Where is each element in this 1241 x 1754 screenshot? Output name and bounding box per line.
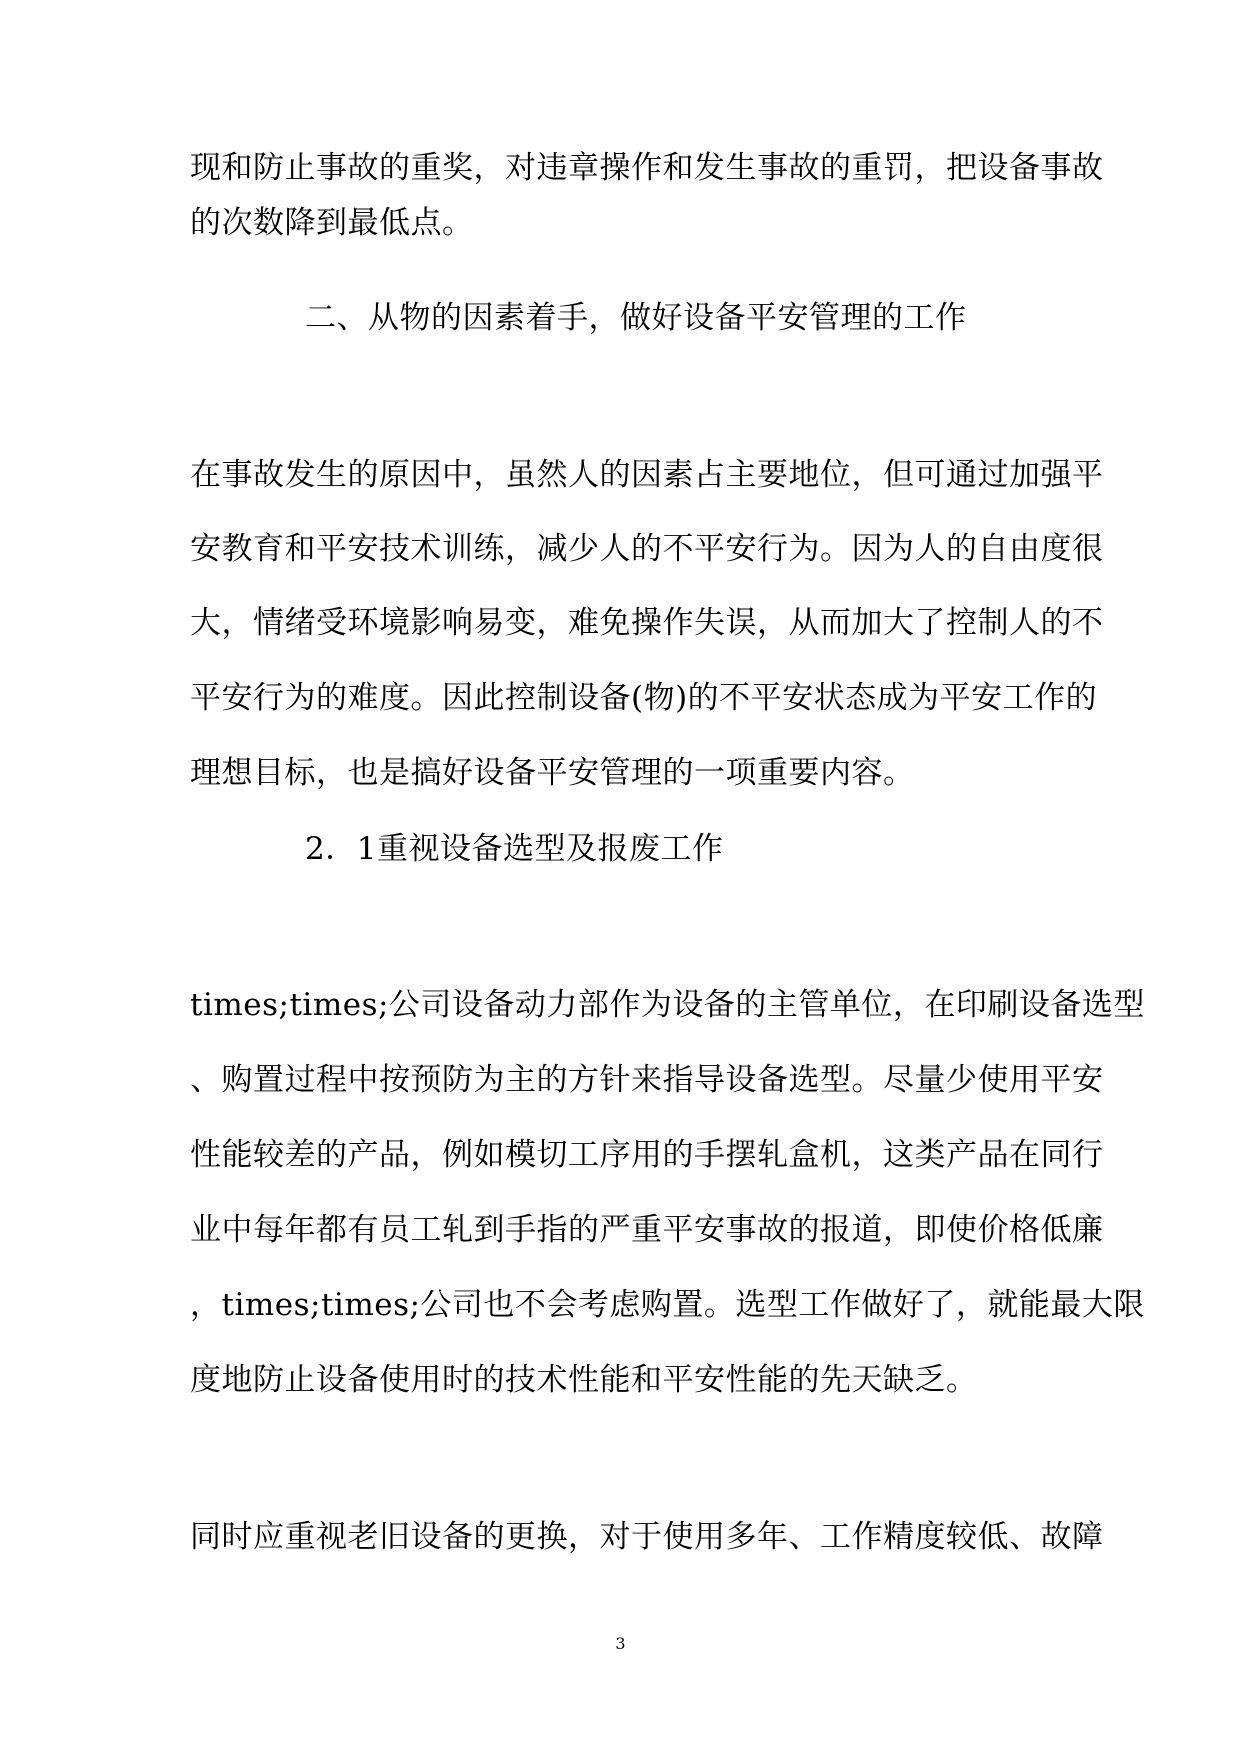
- paragraph-line: 的次数降到最低点。: [190, 205, 474, 241]
- paragraph-line: 在事故发生的原因中，虽然人的因素占主要地位，但可通过加强平: [190, 457, 1104, 493]
- paragraph-line: 性能较差的产品，例如模切工序用的手摆轧盒机，这类产品在同行: [190, 1137, 1104, 1173]
- paragraph-line: 安教育和平安技术训练，减少人的不平安行为。因为人的自由度很: [190, 531, 1104, 567]
- paragraph-line: 同时应重视老旧设备的更换，对于使用多年、工作精度较低、故障: [190, 1519, 1104, 1555]
- paragraph-line: 大，情绪受环境影响易变，难免操作失误，从而加大了控制人的不: [190, 605, 1104, 641]
- paragraph-line: times;times;公司设备动力部作为设备的主管单位，在印刷设备选型: [190, 987, 1145, 1023]
- paragraph-line: 平安行为的难度。因此控制设备(物)的不平安状态成为平安工作的: [190, 680, 1098, 716]
- paragraph-line: 现和防止事故的重奖，对违章操作和发生事故的重罚，把设备事故: [190, 150, 1104, 186]
- section-heading: 二、从物的因素着手，做好设备平安管理的工作: [305, 300, 967, 336]
- paragraph-line: 业中每年都有员工轧到手指的严重平安事故的报道，即使价格低廉: [190, 1212, 1104, 1248]
- page-number: 3: [615, 1634, 626, 1653]
- paragraph-line: 度地防止设备使用时的技术性能和平安性能的先天缺乏。: [190, 1362, 978, 1398]
- subsection-heading: 2．1重视设备选型及报废工作: [305, 831, 724, 867]
- paragraph-line: 、购置过程中按预防为主的方针来指导设备选型。尽量少使用平安: [190, 1062, 1104, 1098]
- paragraph-line: ，times;times;公司也不会考虑购置。选型工作做好了，就能最大限: [190, 1287, 1145, 1323]
- paragraph-line: 理想目标，也是搞好设备平安管理的一项重要内容。: [190, 755, 915, 791]
